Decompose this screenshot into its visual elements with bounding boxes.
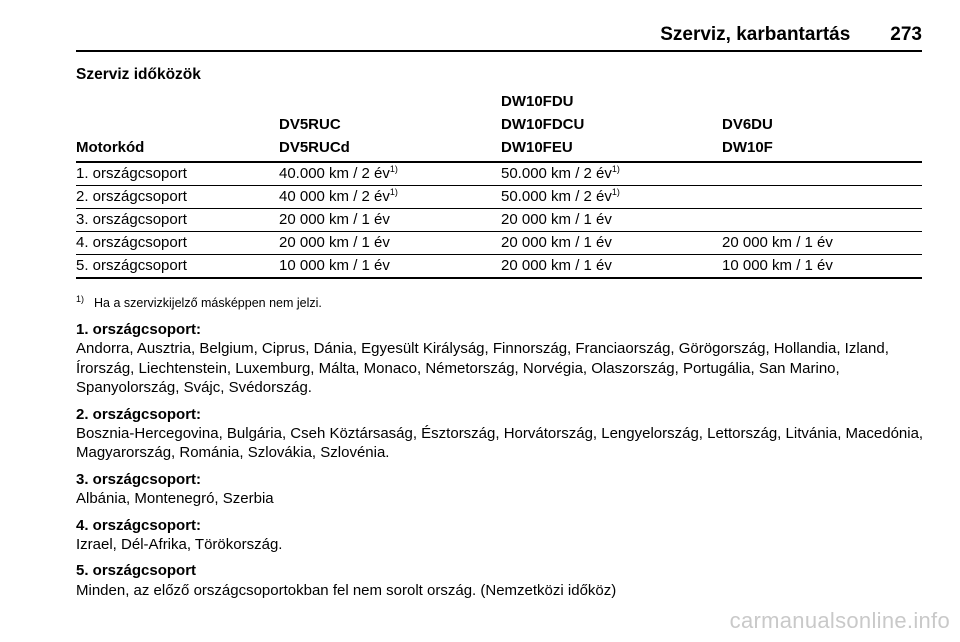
table-cell — [722, 209, 922, 232]
header-engine-group-1 — [279, 90, 501, 162]
table-cell — [279, 162, 501, 186]
page-title: Szerviz, karbantartás — [660, 24, 851, 45]
header-engine-group-3 — [722, 90, 922, 162]
country-group-title: 5. országcsoport — [76, 562, 197, 580]
header-line: DW10FDU — [501, 93, 574, 110]
country-group-title: 2. országcsoport: — [76, 405, 202, 423]
page-header — [76, 20, 922, 52]
footnote-ref: 1) — [389, 187, 398, 197]
table-cell — [76, 162, 279, 186]
footnote-ref: 1) — [389, 164, 398, 174]
table-cell — [279, 255, 501, 279]
table-cell — [722, 162, 922, 186]
section-title: Szerviz időközök — [76, 66, 201, 83]
cell-text: 10 000 km / 1 év — [279, 257, 390, 274]
table-body — [76, 162, 922, 278]
watermark: carmanualsonline.info — [729, 608, 950, 633]
country-group-list: Minden, az előző országcsoportokban fel nem sorolt ország. (Nemzetközi időköz) — [76, 581, 617, 599]
header-line: Motorkód — [76, 139, 145, 156]
cell-text: 50.000 km / 2 év — [501, 165, 612, 182]
table-cell — [76, 232, 279, 255]
country-groups — [76, 320, 924, 607]
cell-text: 20 000 km / 1 év — [279, 234, 390, 251]
cell-text: 20 000 km / 1 év — [501, 234, 612, 251]
cell-text: 3. országcsoport — [76, 211, 187, 228]
footnote — [76, 294, 322, 310]
table-cell — [722, 186, 922, 209]
country-group — [76, 516, 924, 555]
cell-text: 40 000 km / 2 év — [279, 188, 390, 205]
cell-text: 20 000 km / 1 év — [279, 211, 390, 228]
cell-text: 20 000 km / 1 év — [722, 234, 833, 251]
country-group-title: 1. országcsoport: — [76, 321, 202, 338]
cell-text: 50.000 km / 2 év — [501, 188, 612, 205]
country-group — [76, 405, 924, 463]
table-header-row — [76, 90, 922, 162]
country-group-title: 3. országcsoport: — [76, 470, 202, 488]
table-cell — [76, 186, 279, 209]
table-row — [76, 162, 922, 186]
page-number: 273 — [890, 24, 922, 45]
country-group-list: Andorra, Ausztria, Belgium, Ciprus, Dánia, Egyesült Királyság, Finnország, Franciaország, Görögország, Hollandia, Izland, Írország, Liechtenstein, Luxemburg, Málta, Monaco, Németország, Norvégia, Olaszország, Portugália, San Marino, Spanyolország, Svájc, Svédország. — [76, 340, 889, 397]
cell-text: 40.000 km / 2 év — [279, 165, 390, 182]
footnote-ref: 1) — [611, 187, 620, 197]
header-engine-group-2 — [501, 90, 722, 162]
table-cell — [501, 232, 722, 255]
table-row — [76, 186, 922, 209]
country-group — [76, 470, 924, 509]
header-line: DV5RUCd — [279, 139, 350, 156]
header-line: DW10FEU — [501, 139, 573, 156]
table-cell — [501, 255, 722, 279]
header-engine-code — [76, 90, 279, 162]
footnote-ref: 1) — [611, 164, 620, 174]
header-line: DW10F — [722, 139, 773, 156]
table-cell — [76, 255, 279, 279]
table-row — [76, 209, 922, 232]
country-group-list: Bosznia-Hercegovina, Bulgária, Cseh Köztársaság, Észtország, Horvátország, Lengyelország, Lettország, Litvánia, Macedónia, Magyarország, Románia, Szlovákia, Szlovénia. — [76, 425, 924, 462]
country-group-title: 4. országcsoport: — [76, 516, 202, 534]
country-group — [76, 561, 924, 600]
table-cell — [501, 186, 722, 209]
footnote-mark: 1) — [76, 294, 85, 304]
table-cell — [722, 232, 922, 255]
country-group — [76, 320, 924, 398]
table-cell — [279, 232, 501, 255]
header-line: DV6DU — [722, 116, 773, 133]
cell-text: 2. országcsoport — [76, 188, 187, 205]
table-cell — [722, 255, 922, 279]
table-cell — [279, 186, 501, 209]
table-cell — [76, 209, 279, 232]
cell-text: 20 000 km / 1 év — [501, 211, 612, 228]
cell-text: 5. országcsoport — [76, 257, 187, 274]
cell-text: 20 000 km / 1 év — [501, 257, 612, 274]
header-line: DV5RUC — [279, 116, 341, 133]
table-cell — [279, 209, 501, 232]
country-group-list: Izrael, Dél-Afrika, Törökország. — [76, 536, 283, 554]
table-cell — [501, 162, 722, 186]
table-cell — [501, 209, 722, 232]
table-row — [76, 255, 922, 279]
service-interval-table — [76, 90, 922, 279]
cell-text: 4. országcsoport — [76, 234, 187, 251]
cell-text: 10 000 km / 1 év — [722, 257, 833, 274]
table-row — [76, 232, 922, 255]
header-line: DW10FDCU — [501, 116, 585, 133]
cell-text: 1. országcsoport — [76, 165, 187, 182]
footnote-text: Ha a szervizkijelző másképpen nem jelzi. — [94, 296, 322, 310]
country-group-list: Albánia, Montenegró, Szerbia — [76, 490, 274, 508]
